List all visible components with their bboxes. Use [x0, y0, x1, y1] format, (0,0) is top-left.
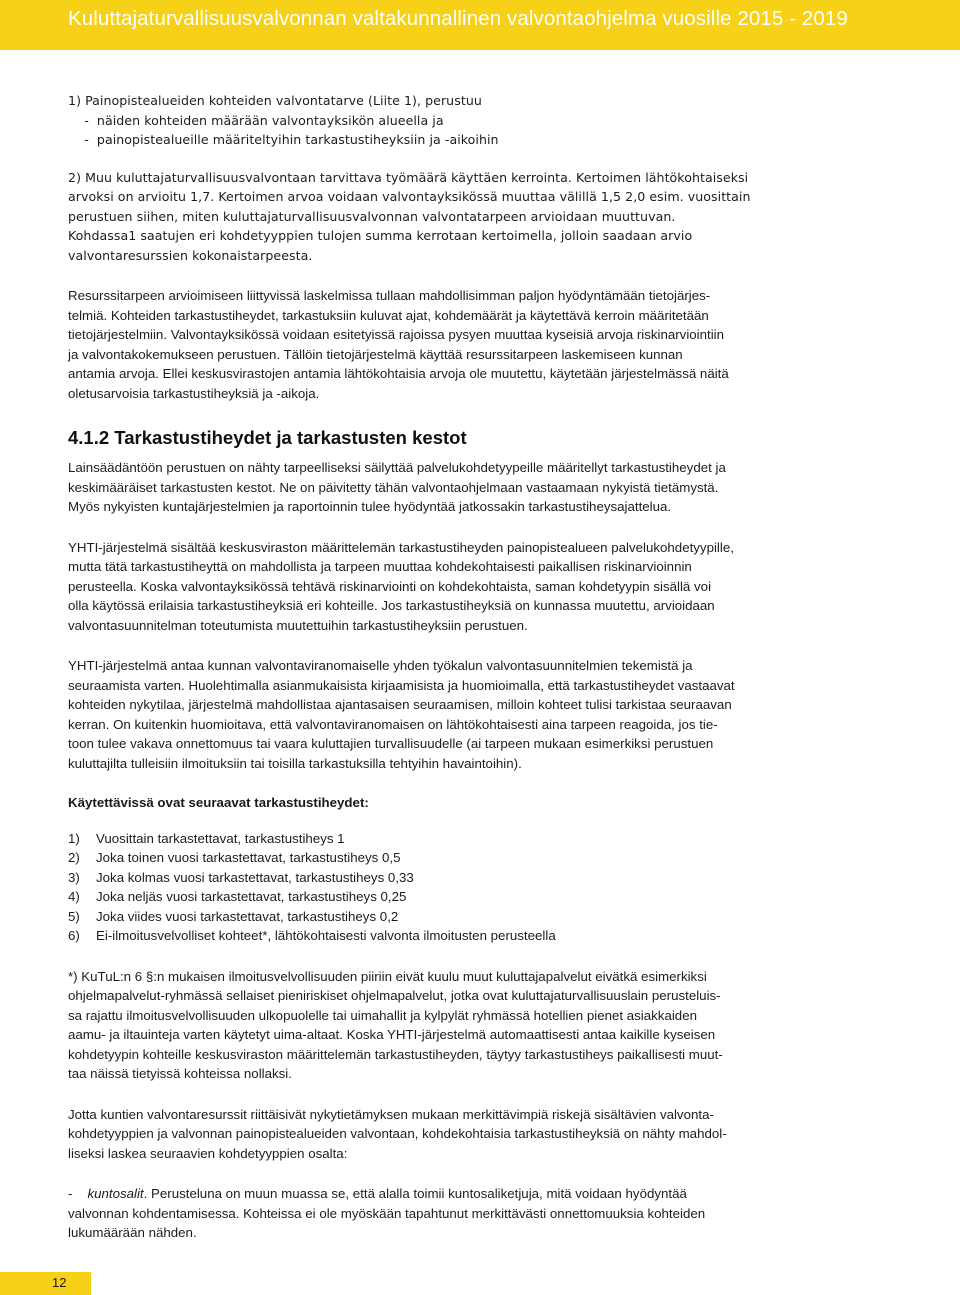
text-line: lukumäärään nähden.: [68, 1225, 197, 1240]
text-line: aamu- ja iltauinteja varten käytetyt uima-altaat. Koska YHTI-järjestelmä automaattisesti antaa kaikille kyseisen: [68, 1027, 716, 1042]
text-line: kohdetyypin kohteille keskusviraston määrittelemän tarkastustiheyden, täytyy tarkastustiheys paikallisesti muut-: [68, 1046, 723, 1062]
list-item: [68, 887, 838, 907]
bullet-kuntosalit: [68, 1184, 838, 1243]
text-line: Resurssitarpeen arvioimiseen liittyvissä laskelmissa tullaan mahdollisimman paljon hyödyntämään tietojärjes-: [68, 288, 711, 303]
text-line: mutta tätä tarkastustiheyttä on mahdollista ja tarpeen muuttaa kohdekohtaisesti paikallisen riskinarvioinnin: [68, 559, 692, 574]
text-line: kuluttajilta tulleisiin ilmoituksiin tai toisilla tarkastuksilla tehtyihin havaintoihin).: [68, 755, 522, 771]
list-line: arvoksi on arvioitu 1,7. Kertoimen arvoa voidaan valvontayksikössä muuttaa välillä 1,5 2,0 esim. vuosittain: [68, 189, 751, 204]
text-line: Lainsäädäntöön perustuen on nähty tarpeelliseksi säilyttää palvelukohdetyypeille määritellyt tarkastustiheydet ja: [68, 460, 726, 475]
text-line: valvontasuunnitelman toteutumista muutettuihin tarkastustiheyksiin perustuen.: [68, 617, 528, 633]
text-line: kohteiden nykytilaa, järjestelmä mahdollistaa ajantasaisen seuraamisen, milloin kohteet tulisi tarkistaa seuraavan: [68, 697, 732, 712]
list-number: 4): [68, 889, 80, 904]
list-text: Ei-ilmoitusvelvolliset kohteet*, lähtökohtaisesti valvonta ilmoitusten perusteella: [96, 928, 556, 943]
text-line: *) KuTuL:n 6 §:n mukaisen ilmoitusvelvollisuuden piiriin eivät kuulu muut kuluttajapalvelut eivätkä esimerkiksi: [68, 968, 707, 984]
list-text: Joka kolmas vuosi tarkastettavat, tarkastustiheys 0,33: [96, 869, 414, 885]
text-line: Jotta kuntien valvontaresurssit riittäisivät nykytietämyksen mukaan merkittävimpiä riskejä sisältävien valvonta-: [68, 1106, 714, 1122]
bullet-dash: -: [68, 1186, 73, 1201]
text-line: sa rajattu ilmoitusvelvollisuuden ulkopuolelle tai uimahallit ja kylpylät ryhmässä hotellien pienet asiakkaiden: [68, 1007, 697, 1023]
bullet-line: [68, 1184, 838, 1204]
list-text: Joka neljäs vuosi tarkastettavat, tarkastustiheys 0,25: [96, 889, 407, 904]
list-item: [68, 829, 838, 849]
text-line: kohdetyyppien ja valvonnan painopistealueiden valvontaan, kohdekohtaisia tarkastustiheyksiä on nähty mahdol-: [68, 1126, 727, 1141]
footnote-paragraph: [68, 967, 838, 1084]
text-line: perusteella. Koska valvontayksikössä tehtävä riskinarviointi on kohdekohtaista, saman kohdetyypin sisällä voi: [68, 578, 712, 594]
header-title: Kuluttajaturvallisuusvalvonnan valtakunnallinen valvontaohjelma vuosille 2015 - 2019: [68, 7, 848, 30]
list-line: valvontaresurssien kokonaistarpeesta.: [68, 247, 313, 263]
text-line: kerran. On kuitenkin huomioitava, että valvontaviranomaisen on lähtökohtaisesti aina tarpeen reagoida, jos tie-: [68, 716, 718, 732]
list-block-1: [68, 91, 838, 150]
list-line: Kohdassa1 saatujen eri kohdetyyppien tulojen summa kerrotaan kertoimella, jolloin saadaan arvio: [68, 228, 693, 243]
page-number: 12: [52, 1275, 67, 1290]
text-line: toon tulee vakava onnettomuus tai vaara kuluttajien turvallisuudelle (ai tarpeen mukaan esimerkiksi perustuen: [68, 736, 714, 751]
list-line: 1) Painopistealueiden kohteiden valvontatarve (Liite 1), perustuu: [68, 93, 482, 108]
paragraph-yhti-1: [68, 538, 838, 636]
list-item: [68, 907, 838, 927]
list-line: perustuen siihen, miten kuluttajaturvallisuusvalvonnan valvontatarpeen arvioidaan muuttuvan.: [68, 208, 676, 224]
list-text: Vuosittain tarkastettavat, tarkastustiheys 1: [96, 830, 345, 846]
text-line: antamia arvoja. Ellei keskusvirastojen antamia lähtökohtaisia arvoja ole muutettu, käytetään järjestelmässä näitä: [68, 366, 729, 381]
text-line: liseksi laskea seuraavien kohdetyyppien osalta:: [68, 1145, 348, 1161]
list-number: 1): [68, 830, 80, 846]
list-line: - painopistealueille määriteltyihin tarkastustiheyksiin ja -aikoihin: [68, 132, 499, 147]
text-line: seuraamista varten. Huolehtimalla asianmukaisista kirjaamisista ja huomioimalla, että tarkastustiheydet vastaavat: [68, 677, 735, 693]
text-line: ohjelmapalvelut-ryhmässä sellaiset pieniriskiset ohjelmapalvelut, jotka ovat kuluttajaturvallisuuslain perusteluis-: [68, 988, 721, 1003]
text-line: tietojärjestelmiin. Valvontayksikössä voidaan esitetyissä rajoissa pysyen muuttaa kyseisiä arvoja riskinarviointiin: [68, 327, 725, 342]
text-line: valvonnan kohdentamisessa. Kohteissa ei ole myöskään tapahtunut merkittävästi onnettomuuksia kohteiden: [68, 1205, 706, 1221]
paragraph-resources-2: [68, 1105, 838, 1164]
bullet-term: kuntosalit: [87, 1186, 144, 1201]
list-number: 2): [68, 850, 80, 865]
text-line: Myös nykyisten kuntajärjestelmien ja raportoinnin tulee hyödyntää jatkossakin tarkastustiheysajattelua.: [68, 499, 672, 514]
page-content: [68, 91, 838, 1243]
page-number-box: [0, 1272, 91, 1295]
text-line: keskimääräiset tarkastusten kestot. Ne on päivitetty tähän valvontaohjelmaan vastaamaan nykyistä tietämystä.: [68, 479, 719, 495]
text-line: ja valvontakokemukseen perustuen. Tällöin tietojärjestelmä käyttää resurssitarpeen laskemiseen kunnan: [68, 346, 683, 362]
frequency-heading: Käytettävissä ovat seuraavat tarkastustiheydet:: [68, 795, 369, 810]
list-item: [68, 868, 838, 888]
list-number: 3): [68, 869, 80, 885]
text-line: telmiä. Kohteiden tarkastustiheydet, tarkastuksiin kuluvat ajat, kohdemäärät ja käytettävä kerroin määritetään: [68, 307, 709, 323]
list-line: - näiden kohteiden määrään valvontayksikön alueella ja: [68, 112, 444, 128]
list-text: Joka toinen vuosi tarkastettavat, tarkastustiheys 0,5: [96, 850, 401, 865]
bullet-text: . Perusteluna on muun muassa se, että alalla toimii kuntosaliketjuja, mitä voidaan hyödyntää: [143, 1186, 687, 1201]
frequency-list: [68, 829, 838, 946]
list-line: 2) Muu kuluttajaturvallisuusvalvontaan tarvittava työmäärä käyttäen kerrointa. Kertoimen lähtökohtaiseksi: [68, 169, 749, 185]
paragraph-legislation: [68, 458, 838, 517]
text-line: olla käytössä erilaisia tarkastustiheyksiä eri kohteille. Jos tarkastustiheyksiä on kunnassa muutettu, arvioidaan: [68, 598, 715, 613]
list-number: 5): [68, 908, 80, 924]
paragraph-yhti-2: [68, 656, 838, 773]
list-text: Joka viides vuosi tarkastettavat, tarkastustiheys 0,2: [96, 908, 399, 924]
list-item: [68, 926, 838, 946]
paragraph-resources: [68, 286, 838, 403]
text-line: YHTI-järjestelmä antaa kunnan valvontaviranomaiselle yhden työkalun valvontasuunnitelmien tekemistä ja: [68, 658, 693, 673]
text-line: YHTI-järjestelmä sisältää keskusviraston määrittelemän tarkastustiheyden painopistealueen palvelukohdetyypille,: [68, 539, 734, 555]
list-block-2: [68, 168, 838, 266]
list-item: [68, 848, 838, 868]
section-heading: 4.1.2 Tarkastustiheydet ja tarkastusten kestot: [68, 427, 467, 448]
list-number: 6): [68, 928, 80, 943]
text-line: oletusarvoisia tarkastustiheyksiä ja -aikoja.: [68, 385, 320, 401]
text-line: taa näissä tietyissä kohteissa nollaksi.: [68, 1066, 292, 1081]
